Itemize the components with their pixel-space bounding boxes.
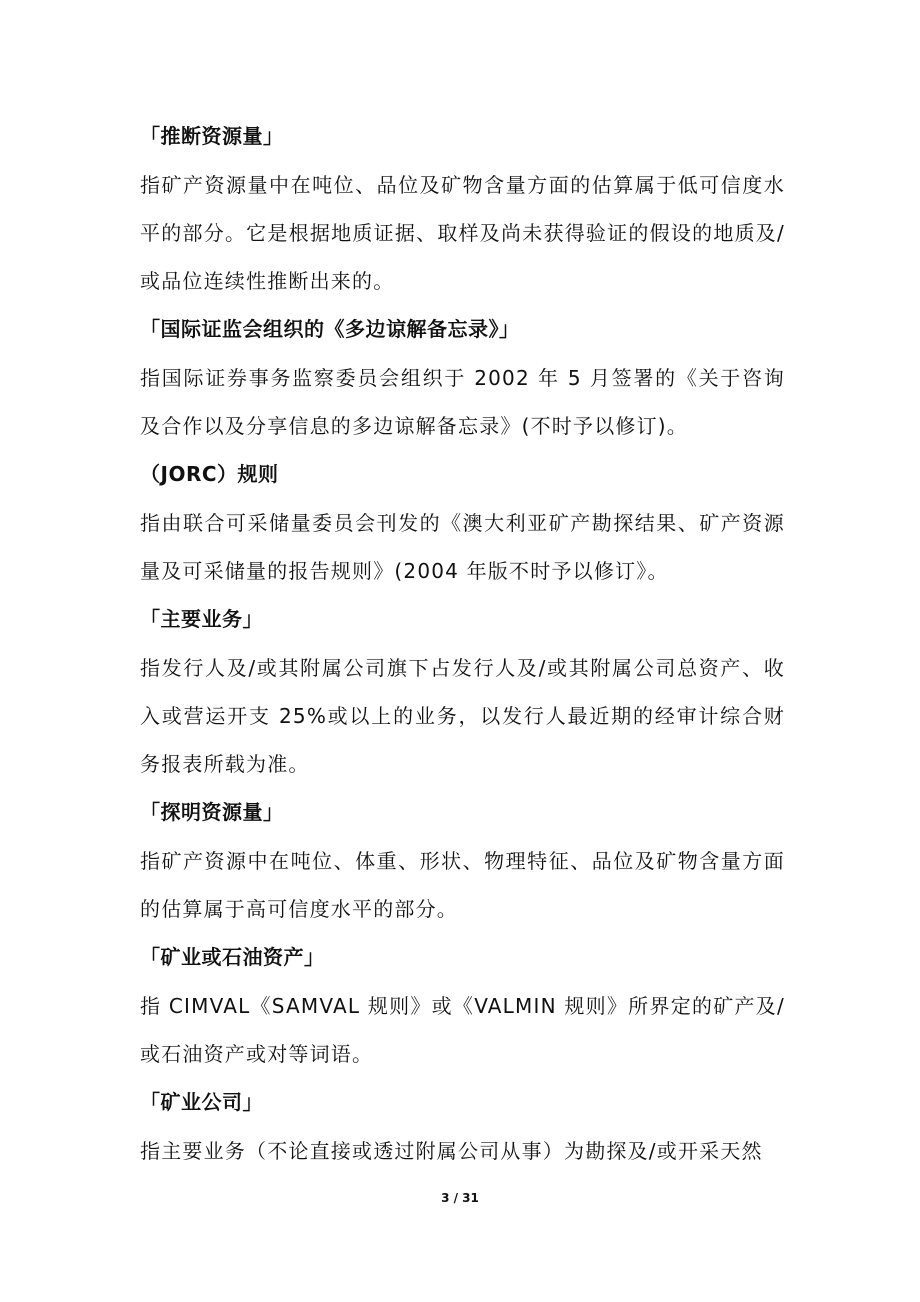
- term-heading: 「探明资源量」: [140, 800, 284, 824]
- term-heading: 「矿业公司」: [140, 1090, 263, 1114]
- term-definition: 指国际证券事务监察委员会组织于 2002 年 5 月签署的《关于咨询及合作以及分享信息的多边谅解备忘录》(不时予以修订)。: [140, 366, 785, 438]
- definition-entry-iosco-mmou: [140, 305, 785, 450]
- term-definition: 指矿产资源中在吨位、体重、形状、物理特征、品位及矿物含量方面的估算属于高可信度水平的部分。: [140, 849, 785, 921]
- definition-entry-inferred-resources: [140, 112, 785, 305]
- term-heading: （JORC）规则: [140, 462, 279, 486]
- term-definition: 指矿产资源量中在吨位、品位及矿物含量方面的估算属于低可信度水平的部分。它是根据地质证据、取样及尚未获得验证的假设的地质及/或品位连续性推断出来的。: [140, 173, 785, 293]
- term-definition: 指由联合可采储量委员会刊发的《澳大利亚矿产勘探结果、矿产资源量及可采储量的报告规则》(2004 年版不时予以修订》。: [140, 511, 785, 583]
- term-definition: 指发行人及/或其附属公司旗下占发行人及/或其附属公司总资产、收入或营运开支 25%或以上的业务，以发行人最近期的经审计综合财务报表所载为准。: [140, 656, 785, 776]
- definition-entry-major-activity: [140, 595, 785, 788]
- term-definition: 指主要业务（不论直接或透过附属公司从事）为勘探及/或开采天然: [140, 1139, 763, 1163]
- term-heading: 「矿业或石油资产」: [140, 945, 325, 969]
- definition-entry-measured-resources: [140, 788, 785, 933]
- definition-entry-mineral-company: [140, 1078, 785, 1175]
- term-heading: 「国际证监会组织的《多边谅解备忘录》」: [140, 317, 520, 341]
- page-number: 3 / 31: [441, 1191, 479, 1205]
- definition-entry-jorc-code: [140, 450, 785, 595]
- term-definition: 指 CIMVAL《SAMVAL 规则》或《VALMIN 规则》所界定的矿产及/或石油资产或对等词语。: [140, 994, 785, 1066]
- definition-entry-mineral-or-petroleum-assets: [140, 933, 785, 1078]
- term-heading: 「推断资源量」: [140, 124, 284, 148]
- definitions-list: [140, 112, 785, 1175]
- term-heading: 「主要业务」: [140, 607, 263, 631]
